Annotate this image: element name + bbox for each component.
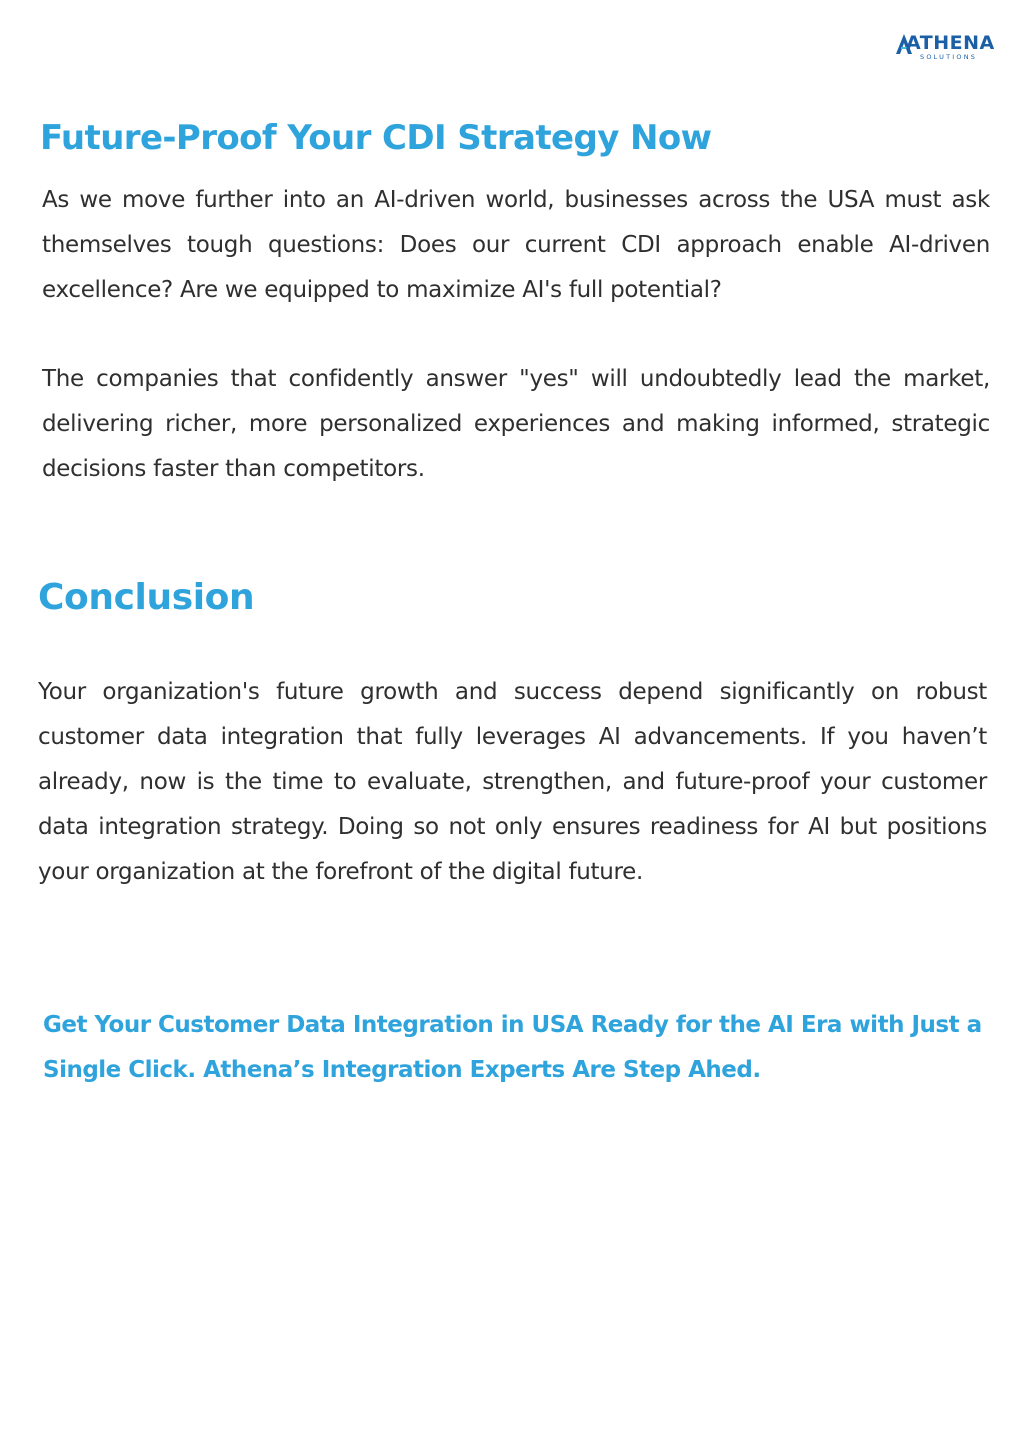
athena-logo xyxy=(896,30,995,64)
logo-wordmark: ATHENA xyxy=(906,32,995,54)
call-to-action-link[interactable]: Get Your Customer Data Integration in USA Ready for the AI Era with Just a Single Click. Athena’s Integration Experts Are Step Ahed. xyxy=(43,1012,982,1083)
section-heading-conclusion: Conclusion xyxy=(38,577,255,618)
paragraph-future-proof-1: As we move further into an AI-driven world, businesses across the USA must ask themselves tough questions: Does our current CDI approach enable AI-driven excellence? Are we equipped to maximize AI's full potential? xyxy=(42,187,990,303)
section-heading-future-proof: Future-Proof Your CDI Strategy Now xyxy=(40,118,712,158)
call-to-action[interactable] xyxy=(43,1003,993,1093)
paragraph-conclusion: Your organization's future growth and success depend significantly on robust customer data integration that fully leverages AI advancements. If you haven’t already, now is the time to evaluate, strengthen, and future-proof your customer data integration strategy. Doing so not only ensures readiness for AI but positions your organization at the forefront of the digital future. xyxy=(38,679,987,885)
logo-subtitle: SOLUTIONS xyxy=(920,53,978,61)
paragraph-future-proof-2: The companies that confidently answer "yes" will undoubtedly lead the market, delivering richer, more personalized experiences and making informed, strategic decisions faster than competitors. xyxy=(42,366,990,482)
